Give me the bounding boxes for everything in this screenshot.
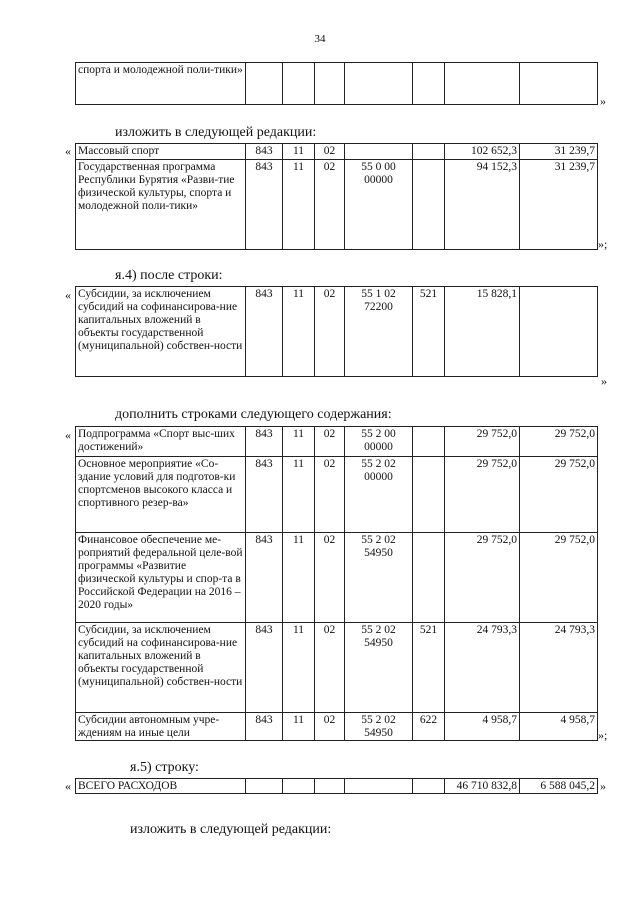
expense-type-cell: 622 xyxy=(413,713,445,741)
federal-amount-cell: 29 752,0 xyxy=(520,533,598,623)
federal-amount-cell: 4 958,7 xyxy=(520,713,598,741)
target-article-cell: 55 2 02 54950 xyxy=(345,623,413,713)
expense-type-cell xyxy=(413,457,445,533)
target-article-cell: 55 2 02 54950 xyxy=(345,533,413,623)
item-name-cell: Основное мероприятие «Со-здание условий для подготов-ки спортсменов высокого класса и спортивного резер-ва» xyxy=(76,457,246,533)
section-code-cell: 11 xyxy=(283,623,315,713)
table-row xyxy=(76,63,598,105)
ved-code-cell: 843 xyxy=(246,144,283,160)
closing-quote: »; xyxy=(598,237,608,251)
closing-quote: » xyxy=(600,779,606,793)
amount-cell: 15 828,1 xyxy=(445,287,520,377)
instruction-text: я.5) строку: xyxy=(130,760,199,775)
target-article-cell: 55 2 00 00000 xyxy=(345,427,413,457)
item-name-cell: Государственная программа Республики Бурятия «Разви-тие физической культуры, спорта и молодежной поли-тики» xyxy=(76,160,246,250)
item-name-cell: Финансовое обеспечение ме-роприятий федеральной целе-вой программы «Развитие физической культуры и спор-та в Российской Федерации на 2016 – 2020 годы» xyxy=(76,533,246,623)
subsection-code-cell xyxy=(315,779,345,794)
federal-amount-cell: 29 752,0 xyxy=(520,457,598,533)
table-body xyxy=(76,779,598,794)
table-body xyxy=(76,427,598,741)
expense-type-cell: 521 xyxy=(413,623,445,713)
federal-amount-cell xyxy=(520,63,598,105)
opening-quote: « xyxy=(65,288,71,302)
amount-cell: 29 752,0 xyxy=(445,457,520,533)
target-article-cell xyxy=(345,63,413,105)
table-row xyxy=(76,160,598,250)
opening-quote: « xyxy=(65,428,71,442)
target-article-cell xyxy=(345,779,413,794)
table-body xyxy=(76,63,598,105)
ved-code-cell: 843 xyxy=(246,713,283,741)
table-body xyxy=(76,144,598,250)
federal-amount-cell xyxy=(520,287,598,377)
federal-amount-cell: 29 752,0 xyxy=(520,427,598,457)
item-name-cell: Подпрограмма «Спорт выс-ших достижений» xyxy=(76,427,246,457)
item-name-cell: Субсидии автономным учре-ждениям на иные цели xyxy=(76,713,246,741)
budget-table-total xyxy=(75,778,598,794)
section-code-cell: 11 xyxy=(283,287,315,377)
budget-table-replacement xyxy=(75,143,598,250)
ved-code-cell xyxy=(246,63,283,105)
subsection-code-cell: 02 xyxy=(315,623,345,713)
ved-code-cell: 843 xyxy=(246,287,283,377)
amount-cell: 29 752,0 xyxy=(445,533,520,623)
budget-table-added-rows xyxy=(75,426,598,741)
table-row xyxy=(76,427,598,457)
section-code-cell: 11 xyxy=(283,713,315,741)
table-row xyxy=(76,713,598,741)
section-code-cell xyxy=(283,779,315,794)
closing-quote: » xyxy=(601,374,607,388)
item-name-cell: Субсидии, за исключением субсидий на софинансирова-ние капитальных вложений в объекты государственной (муниципальной) собствен-ности xyxy=(76,623,246,713)
target-article-cell: 55 1 02 72200 xyxy=(345,287,413,377)
ved-code-cell: 843 xyxy=(246,160,283,250)
amount-cell: 24 793,3 xyxy=(445,623,520,713)
expense-type-cell: 521 xyxy=(413,287,445,377)
ved-code-cell: 843 xyxy=(246,427,283,457)
closing-quote: »; xyxy=(598,728,608,742)
section-code-cell xyxy=(283,63,315,105)
instruction-text: я.4) после строки: xyxy=(115,268,223,283)
item-name-cell: Субсидии, за исключением субсидий на софинансирова-ние капитальных вложений в объекты государственной (муниципальной) собствен-ности xyxy=(76,287,246,377)
subsection-code-cell: 02 xyxy=(315,144,345,160)
opening-quote: « xyxy=(65,779,71,793)
ved-code-cell xyxy=(246,779,283,794)
amount-cell: 29 752,0 xyxy=(445,427,520,457)
item-name-cell: ВСЕГО РАСХОДОВ xyxy=(76,779,246,794)
federal-amount-cell: 31 239,7 xyxy=(520,160,598,250)
table-row xyxy=(76,457,598,533)
subsection-code-cell: 02 xyxy=(315,457,345,533)
table-row xyxy=(76,623,598,713)
target-article-cell xyxy=(345,144,413,160)
amount-cell: 4 958,7 xyxy=(445,713,520,741)
expense-type-cell xyxy=(413,779,445,794)
table-body xyxy=(76,287,598,377)
subsection-code-cell: 02 xyxy=(315,160,345,250)
ved-code-cell: 843 xyxy=(246,457,283,533)
target-article-cell: 55 2 02 54950 xyxy=(345,713,413,741)
section-code-cell: 11 xyxy=(283,160,315,250)
table-row xyxy=(76,533,598,623)
table-row xyxy=(76,779,598,794)
federal-amount-cell: 6 588 045,2 xyxy=(520,779,598,794)
closing-quote: » xyxy=(600,94,606,108)
expense-type-cell xyxy=(413,427,445,457)
amount-cell: 46 710 832,8 xyxy=(445,779,520,794)
expense-type-cell xyxy=(413,144,445,160)
expense-type-cell xyxy=(413,160,445,250)
page-number: 34 xyxy=(314,33,326,45)
expense-type-cell xyxy=(413,533,445,623)
budget-table-fragment-top xyxy=(75,62,598,105)
subsection-code-cell xyxy=(315,63,345,105)
target-article-cell: 55 2 02 00000 xyxy=(345,457,413,533)
subsection-code-cell: 02 xyxy=(315,713,345,741)
instruction-text: дополнить строками следующего содержания: xyxy=(115,407,392,422)
budget-table-after-row xyxy=(75,286,598,377)
section-code-cell: 11 xyxy=(283,144,315,160)
instruction-text: изложить в следующей редакции: xyxy=(130,822,332,837)
subsection-code-cell: 02 xyxy=(315,427,345,457)
table-row xyxy=(76,287,598,377)
section-code-cell: 11 xyxy=(283,533,315,623)
federal-amount-cell: 24 793,3 xyxy=(520,623,598,713)
amount-cell: 94 152,3 xyxy=(445,160,520,250)
item-name-cell: спорта и молодежной поли-тики» xyxy=(76,63,246,105)
target-article-cell: 55 0 00 00000 xyxy=(345,160,413,250)
subsection-code-cell: 02 xyxy=(315,287,345,377)
table-row xyxy=(76,144,598,160)
subsection-code-cell: 02 xyxy=(315,533,345,623)
section-code-cell: 11 xyxy=(283,427,315,457)
item-name-cell: Массовый спорт xyxy=(76,144,246,160)
amount-cell xyxy=(445,63,520,105)
instruction-text: изложить в следующей редакции: xyxy=(115,125,317,140)
ved-code-cell: 843 xyxy=(246,533,283,623)
federal-amount-cell: 31 239,7 xyxy=(520,144,598,160)
amount-cell: 102 652,3 xyxy=(445,144,520,160)
ved-code-cell: 843 xyxy=(246,623,283,713)
section-code-cell: 11 xyxy=(283,457,315,533)
opening-quote: « xyxy=(65,144,71,158)
expense-type-cell xyxy=(413,63,445,105)
